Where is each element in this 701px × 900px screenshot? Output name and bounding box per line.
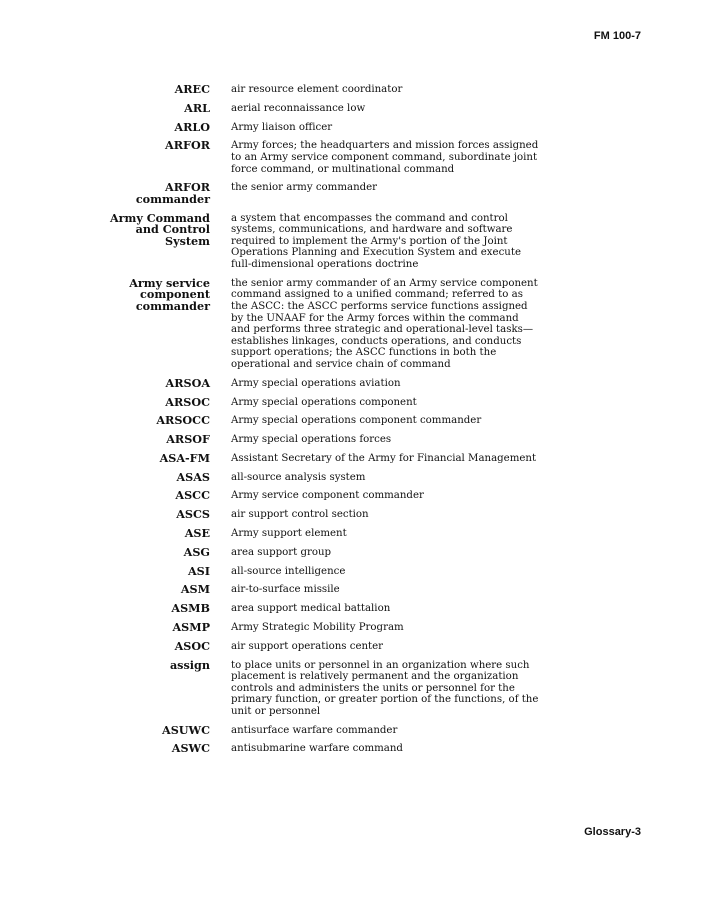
document-id: FM 100-7: [593, 30, 641, 42]
glossary-entry: [100, 450, 560, 465]
glossary-term: ARSOC: [165, 394, 210, 409]
glossary-definition: all-source intelligence: [231, 565, 346, 577]
glossary-term: ARL: [184, 100, 210, 115]
glossary-term: ARSOCC: [156, 413, 210, 428]
glossary-definition: air resource element coordinator: [231, 84, 403, 95]
glossary-definition: Army forces; the headquarters and mission forces assigned to an Army service component command, subordinate joint force command, or multinational command: [231, 140, 539, 175]
glossary-entry: [100, 490, 560, 502]
glossary-entry: [100, 415, 560, 427]
glossary-definition: Army special operations aviation: [231, 377, 401, 389]
glossary-term: ARSOA: [165, 375, 210, 390]
glossary-entry: [100, 119, 560, 134]
glossary-term: ARFOR: [165, 138, 210, 153]
glossary-definition: Army special operations component commander: [231, 415, 482, 427]
glossary-entry: [100, 434, 560, 446]
glossary-term: ASMP: [172, 619, 210, 634]
glossary-term: ASUWC: [162, 722, 210, 737]
glossary-term: assign: [169, 657, 210, 672]
glossary-entry: [100, 394, 560, 409]
glossary-term: Army service component commander: [129, 275, 210, 314]
glossary-entry: [100, 100, 560, 115]
glossary-definition: air support control section: [231, 509, 369, 521]
glossary-definition: air-to-surface missile: [231, 584, 340, 596]
glossary-entry: [100, 182, 560, 205]
glossary-definition: Army liaison officer: [231, 121, 333, 133]
glossary-term: Army Command and Control System: [109, 210, 210, 248]
glossary-definition: Army service component commander: [231, 490, 424, 502]
glossary-list: [100, 84, 560, 762]
glossary-term: ASCS: [176, 507, 210, 522]
glossary-term: ARFOR commander: [135, 180, 210, 206]
glossary-term: AREC: [174, 82, 210, 96]
glossary-entry: [100, 584, 560, 596]
glossary-entry: [100, 619, 560, 634]
glossary-definition: antisubmarine warfare command: [231, 743, 403, 755]
glossary-entry: [100, 544, 560, 559]
glossary-definition: Army Strategic Mobility Program: [231, 621, 404, 633]
glossary-definition: Assistant Secretary of the Army for Financial Management: [231, 452, 537, 464]
glossary-term: ASOC: [174, 638, 210, 653]
glossary-definition: Army support element: [231, 528, 347, 540]
glossary-definition: the senior army commander: [231, 182, 378, 194]
glossary-definition: area support group: [231, 546, 332, 558]
glossary-definition: to place units or personnel in an organization where such placement is relatively permanent and the organization controls and administers the units or personnel for the primary function, or greater portion of the functions, of the unit or personnel: [231, 659, 539, 717]
glossary-definition: a system that encompasses the command and control systems, communications, and hardware and software required to implement the Army's portion of the Joint Operations Planning and Execution System and execute full-dimensional operations doctrine: [231, 212, 521, 271]
glossary-term: ASCC: [175, 488, 210, 503]
glossary-entry: [100, 603, 560, 615]
glossary-term: ASA-FM: [159, 450, 210, 465]
glossary-entry: [100, 657, 560, 718]
glossary-entry: [100, 469, 560, 484]
glossary-definition: the senior army commander of an Army service component command assigned to a unified command; referred to as the ASCC: the ASCC performs service functions assigned by the UNAAF for the Army forces within the command and performs three strategic and operational-level tasks—establishes linkages, conducts operations, and conducts support operations; the ASCC functions in both the operational and service chain of command: [231, 277, 538, 370]
glossary-term: ASAS: [176, 469, 210, 484]
glossary-term: ARLO: [174, 119, 210, 134]
glossary-entry: [100, 509, 560, 521]
glossary-definition: antisurface warfare commander: [231, 724, 398, 736]
glossary-entry: [100, 210, 560, 271]
glossary-term: ASM: [180, 582, 210, 597]
glossary-term: ASMB: [171, 601, 210, 616]
glossary-term: ASE: [184, 526, 210, 541]
glossary-entry: [100, 722, 560, 737]
glossary-entry: [100, 743, 560, 755]
glossary-term: ARSOF: [166, 432, 210, 447]
glossary-definition: area support medical battalion: [231, 603, 391, 615]
glossary-entry: [100, 140, 560, 175]
glossary-entry: [100, 638, 560, 653]
glossary-definition: aerial reconnaissance low: [231, 102, 366, 114]
glossary-term: ASG: [183, 544, 210, 559]
glossary-entry: [100, 275, 560, 371]
glossary-definition: air support operations center: [231, 640, 384, 652]
glossary-definition: Army special operations component: [231, 396, 417, 408]
glossary-definition: Army special operations forces: [231, 434, 392, 446]
glossary-entry: [100, 528, 560, 540]
glossary-term: ASWC: [171, 741, 210, 756]
glossary-definition: all-source analysis system: [231, 471, 366, 483]
glossary-entry: [100, 375, 560, 390]
page-number: Glossary-3: [584, 826, 641, 838]
glossary-term: ASI: [188, 563, 210, 578]
glossary-entry: [100, 563, 560, 578]
glossary-entry: [100, 84, 560, 96]
